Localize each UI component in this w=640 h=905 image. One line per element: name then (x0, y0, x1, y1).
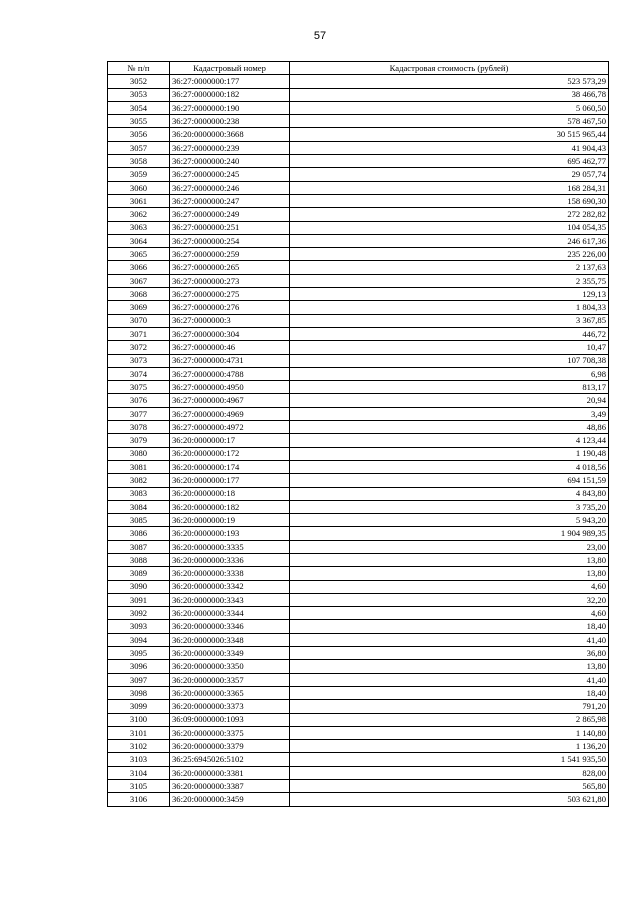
row-number-cell: 3086 (108, 527, 170, 540)
cadastral-value-cell: 38 466,78 (290, 88, 609, 101)
cadastral-value-cell: 18,40 (290, 620, 609, 633)
table-row (108, 686, 609, 699)
row-number-cell: 3093 (108, 620, 170, 633)
cadastral-value-cell: 565,80 (290, 780, 609, 793)
cadastral-number-cell: 36:20:0000000:17 (170, 434, 290, 447)
row-number-cell: 3094 (108, 633, 170, 646)
table-row (108, 780, 609, 793)
cadastral-value-cell: 1 136,20 (290, 740, 609, 753)
header-cadastral-value: Кадастровая стоимость (рублей) (290, 62, 609, 75)
table-row (108, 740, 609, 753)
table-row (108, 620, 609, 633)
cadastral-value-cell: 695 462,77 (290, 155, 609, 168)
cadastral-number-cell: 36:20:0000000:3357 (170, 673, 290, 686)
cadastral-value-cell: 503 621,80 (290, 793, 609, 806)
cadastral-number-cell: 36:20:0000000:3668 (170, 128, 290, 141)
row-number-cell: 3084 (108, 500, 170, 513)
row-number-cell: 3100 (108, 713, 170, 726)
row-number-cell: 3080 (108, 447, 170, 460)
cadastral-value-cell: 4 123,44 (290, 434, 609, 447)
row-number-cell: 3083 (108, 487, 170, 500)
cadastral-number-cell: 36:20:0000000:182 (170, 500, 290, 513)
row-number-cell: 3063 (108, 221, 170, 234)
cadastral-number-cell: 36:27:0000000:239 (170, 141, 290, 154)
row-number-cell: 3077 (108, 407, 170, 420)
cadastral-value-cell: 13,80 (290, 567, 609, 580)
cadastral-value-cell: 104 054,35 (290, 221, 609, 234)
table-row (108, 341, 609, 354)
row-number-cell: 3070 (108, 314, 170, 327)
cadastral-value-cell: 5 060,50 (290, 101, 609, 114)
table-row (108, 155, 609, 168)
cadastral-value-cell: 129,13 (290, 288, 609, 301)
cadastral-number-cell: 36:27:0000000:304 (170, 327, 290, 340)
row-number-cell: 3074 (108, 367, 170, 380)
table-row (108, 726, 609, 739)
table-row (108, 607, 609, 620)
header-number: № п/п (108, 62, 170, 75)
table-row (108, 354, 609, 367)
row-number-cell: 3104 (108, 766, 170, 779)
cadastral-value-cell: 41,40 (290, 673, 609, 686)
row-number-cell: 3056 (108, 128, 170, 141)
cadastral-value-cell: 32,20 (290, 593, 609, 606)
table-row (108, 633, 609, 646)
table-row (108, 700, 609, 713)
cadastral-number-cell: 36:27:0000000:4969 (170, 407, 290, 420)
cadastral-number-cell: 36:27:0000000:254 (170, 234, 290, 247)
row-number-cell: 3081 (108, 460, 170, 473)
table-row (108, 301, 609, 314)
cadastral-value-cell: 2 137,63 (290, 261, 609, 274)
table-row (108, 394, 609, 407)
row-number-cell: 3097 (108, 673, 170, 686)
cadastral-value-cell: 2 355,75 (290, 274, 609, 287)
table-row (108, 567, 609, 580)
row-number-cell: 3101 (108, 726, 170, 739)
cadastral-number-cell: 36:27:0000000:247 (170, 194, 290, 207)
table-row (108, 181, 609, 194)
cadastral-value-cell: 3,49 (290, 407, 609, 420)
cadastral-number-cell: 36:20:0000000:172 (170, 447, 290, 460)
table-row (108, 75, 609, 88)
cadastral-number-cell: 36:27:0000000:249 (170, 208, 290, 221)
row-number-cell: 3096 (108, 660, 170, 673)
row-number-cell: 3082 (108, 474, 170, 487)
cadastral-value-cell: 578 467,50 (290, 115, 609, 128)
table-row (108, 101, 609, 114)
table-row (108, 261, 609, 274)
cadastral-number-cell: 36:27:0000000:3 (170, 314, 290, 327)
cadastral-number-cell: 36:27:0000000:190 (170, 101, 290, 114)
cadastral-number-cell: 36:27:0000000:275 (170, 288, 290, 301)
cadastral-value-cell: 13,80 (290, 660, 609, 673)
table-row (108, 474, 609, 487)
cadastral-number-cell: 36:27:0000000:4967 (170, 394, 290, 407)
row-number-cell: 3079 (108, 434, 170, 447)
table-row (108, 647, 609, 660)
cadastral-number-cell: 36:27:0000000:4788 (170, 367, 290, 380)
cadastral-value-table (107, 61, 609, 807)
table-row (108, 421, 609, 434)
row-number-cell: 3106 (108, 793, 170, 806)
row-number-cell: 3072 (108, 341, 170, 354)
row-number-cell: 3071 (108, 327, 170, 340)
cadastral-value-cell: 4 018,56 (290, 460, 609, 473)
table-row (108, 460, 609, 473)
cadastral-value-cell: 4 843,80 (290, 487, 609, 500)
cadastral-number-cell: 36:20:0000000:3379 (170, 740, 290, 753)
cadastral-number-cell: 36:27:0000000:251 (170, 221, 290, 234)
table-row (108, 673, 609, 686)
row-number-cell: 3085 (108, 514, 170, 527)
row-number-cell: 3059 (108, 168, 170, 181)
row-number-cell: 3058 (108, 155, 170, 168)
cadastral-value-cell: 18,40 (290, 686, 609, 699)
cadastral-number-cell: 36:27:0000000:240 (170, 155, 290, 168)
table-row (108, 115, 609, 128)
table-row (108, 407, 609, 420)
cadastral-value-cell: 158 690,30 (290, 194, 609, 207)
cadastral-number-cell: 36:27:0000000:46 (170, 341, 290, 354)
cadastral-value-cell: 29 057,74 (290, 168, 609, 181)
table-row (108, 753, 609, 766)
cadastral-value-cell: 10,47 (290, 341, 609, 354)
cadastral-value-cell: 30 515 965,44 (290, 128, 609, 141)
table-row (108, 234, 609, 247)
cadastral-value-cell: 4,60 (290, 580, 609, 593)
table-row (108, 288, 609, 301)
row-number-cell: 3054 (108, 101, 170, 114)
row-number-cell: 3062 (108, 208, 170, 221)
cadastral-number-cell: 36:20:0000000:3342 (170, 580, 290, 593)
cadastral-value-cell: 48,86 (290, 421, 609, 434)
cadastral-value-cell: 3 735,20 (290, 500, 609, 513)
row-number-cell: 3052 (108, 75, 170, 88)
row-number-cell: 3069 (108, 301, 170, 314)
table-row (108, 766, 609, 779)
cadastral-value-cell: 20,94 (290, 394, 609, 407)
cadastral-number-cell: 36:27:0000000:245 (170, 168, 290, 181)
table-row (108, 514, 609, 527)
cadastral-number-cell: 36:20:0000000:3365 (170, 686, 290, 699)
row-number-cell: 3105 (108, 780, 170, 793)
cadastral-number-cell: 36:20:0000000:193 (170, 527, 290, 540)
cadastral-value-cell: 791,20 (290, 700, 609, 713)
table-row (108, 88, 609, 101)
row-number-cell: 3099 (108, 700, 170, 713)
cadastral-number-cell: 36:20:0000000:3346 (170, 620, 290, 633)
row-number-cell: 3078 (108, 421, 170, 434)
table-row (108, 527, 609, 540)
cadastral-value-cell: 3 367,85 (290, 314, 609, 327)
table-row (108, 168, 609, 181)
page-number: 57 (313, 30, 327, 42)
cadastral-value-cell: 2 865,98 (290, 713, 609, 726)
row-number-cell: 3092 (108, 607, 170, 620)
table-row (108, 580, 609, 593)
table-body (108, 75, 609, 806)
table-row (108, 128, 609, 141)
row-number-cell: 3090 (108, 580, 170, 593)
row-number-cell: 3091 (108, 593, 170, 606)
table-row (108, 141, 609, 154)
row-number-cell: 3066 (108, 261, 170, 274)
cadastral-value-cell: 107 708,38 (290, 354, 609, 367)
row-number-cell: 3102 (108, 740, 170, 753)
cadastral-value-cell: 1 190,48 (290, 447, 609, 460)
table-row (108, 314, 609, 327)
cadastral-value-cell: 168 284,31 (290, 181, 609, 194)
cadastral-number-cell: 36:20:0000000:3348 (170, 633, 290, 646)
table-row (108, 553, 609, 566)
cadastral-number-cell: 36:27:0000000:273 (170, 274, 290, 287)
cadastral-number-cell: 36:20:0000000:3349 (170, 647, 290, 660)
table-row (108, 208, 609, 221)
cadastral-value-cell: 1 904 989,35 (290, 527, 609, 540)
cadastral-number-cell: 36:25:6945026:5102 (170, 753, 290, 766)
row-number-cell: 3088 (108, 553, 170, 566)
table-row (108, 713, 609, 726)
cadastral-value-cell: 5 943,20 (290, 514, 609, 527)
cadastral-value-cell: 1 804,33 (290, 301, 609, 314)
table-row (108, 194, 609, 207)
row-number-cell: 3068 (108, 288, 170, 301)
cadastral-value-cell: 813,17 (290, 381, 609, 394)
cadastral-number-cell: 36:20:0000000:177 (170, 474, 290, 487)
table-row (108, 540, 609, 553)
cadastral-number-cell: 36:20:0000000:3350 (170, 660, 290, 673)
row-number-cell: 3098 (108, 686, 170, 699)
table-header (108, 62, 609, 75)
cadastral-value-cell: 36,80 (290, 647, 609, 660)
cadastral-number-cell: 36:27:0000000:276 (170, 301, 290, 314)
cadastral-value-cell: 828,00 (290, 766, 609, 779)
cadastral-number-cell: 36:20:0000000:3343 (170, 593, 290, 606)
row-number-cell: 3103 (108, 753, 170, 766)
cadastral-number-cell: 36:27:0000000:177 (170, 75, 290, 88)
table-row (108, 660, 609, 673)
row-number-cell: 3060 (108, 181, 170, 194)
table-row (108, 487, 609, 500)
cadastral-value-cell: 694 151,59 (290, 474, 609, 487)
cadastral-value-cell: 1 541 935,50 (290, 753, 609, 766)
row-number-cell: 3065 (108, 248, 170, 261)
row-number-cell: 3053 (108, 88, 170, 101)
cadastral-number-cell: 36:20:0000000:3459 (170, 793, 290, 806)
table-row (108, 367, 609, 380)
cadastral-number-cell: 36:20:0000000:18 (170, 487, 290, 500)
cadastral-number-cell: 36:20:0000000:3336 (170, 553, 290, 566)
row-number-cell: 3089 (108, 567, 170, 580)
cadastral-number-cell: 36:20:0000000:3344 (170, 607, 290, 620)
row-number-cell: 3075 (108, 381, 170, 394)
cadastral-value-cell: 246 617,36 (290, 234, 609, 247)
cadastral-number-cell: 36:27:0000000:4972 (170, 421, 290, 434)
cadastral-value-cell: 1 140,80 (290, 726, 609, 739)
table-row (108, 248, 609, 261)
table-row (108, 434, 609, 447)
row-number-cell: 3061 (108, 194, 170, 207)
cadastral-number-cell: 36:27:0000000:182 (170, 88, 290, 101)
table-row (108, 221, 609, 234)
row-number-cell: 3095 (108, 647, 170, 660)
header-cadastral-number: Кадастровый номер (170, 62, 290, 75)
cadastral-number-cell: 36:20:0000000:19 (170, 514, 290, 527)
cadastral-number-cell: 36:27:0000000:238 (170, 115, 290, 128)
cadastral-number-cell: 36:20:0000000:3387 (170, 780, 290, 793)
table-row (108, 274, 609, 287)
cadastral-number-cell: 36:20:0000000:3375 (170, 726, 290, 739)
cadastral-value-cell: 235 226,00 (290, 248, 609, 261)
cadastral-value-cell: 41,40 (290, 633, 609, 646)
cadastral-number-cell: 36:20:0000000:3381 (170, 766, 290, 779)
cadastral-value-cell: 41 904,43 (290, 141, 609, 154)
cadastral-value-cell: 6,98 (290, 367, 609, 380)
table-row (108, 381, 609, 394)
cadastral-number-cell: 36:27:0000000:265 (170, 261, 290, 274)
cadastral-value-cell: 272 282,82 (290, 208, 609, 221)
table-row (108, 447, 609, 460)
row-number-cell: 3055 (108, 115, 170, 128)
row-number-cell: 3073 (108, 354, 170, 367)
cadastral-number-cell: 36:20:0000000:3373 (170, 700, 290, 713)
cadastral-value-cell: 4,60 (290, 607, 609, 620)
cadastral-number-cell: 36:20:0000000:174 (170, 460, 290, 473)
row-number-cell: 3057 (108, 141, 170, 154)
table-row (108, 793, 609, 806)
cadastral-number-cell: 36:27:0000000:4950 (170, 381, 290, 394)
cadastral-number-cell: 36:20:0000000:3338 (170, 567, 290, 580)
header-row (108, 62, 609, 75)
cadastral-value-cell: 13,80 (290, 553, 609, 566)
table-row (108, 593, 609, 606)
row-number-cell: 3087 (108, 540, 170, 553)
cadastral-value-cell: 23,00 (290, 540, 609, 553)
row-number-cell: 3064 (108, 234, 170, 247)
cadastral-value-cell: 523 573,29 (290, 75, 609, 88)
row-number-cell: 3076 (108, 394, 170, 407)
row-number-cell: 3067 (108, 274, 170, 287)
cadastral-number-cell: 36:27:0000000:246 (170, 181, 290, 194)
cadastral-number-cell: 36:09:0000000:1093 (170, 713, 290, 726)
cadastral-value-cell: 446,72 (290, 327, 609, 340)
table-row (108, 500, 609, 513)
cadastral-number-cell: 36:27:0000000:4731 (170, 354, 290, 367)
table-row (108, 327, 609, 340)
cadastral-number-cell: 36:27:0000000:259 (170, 248, 290, 261)
cadastral-number-cell: 36:20:0000000:3335 (170, 540, 290, 553)
